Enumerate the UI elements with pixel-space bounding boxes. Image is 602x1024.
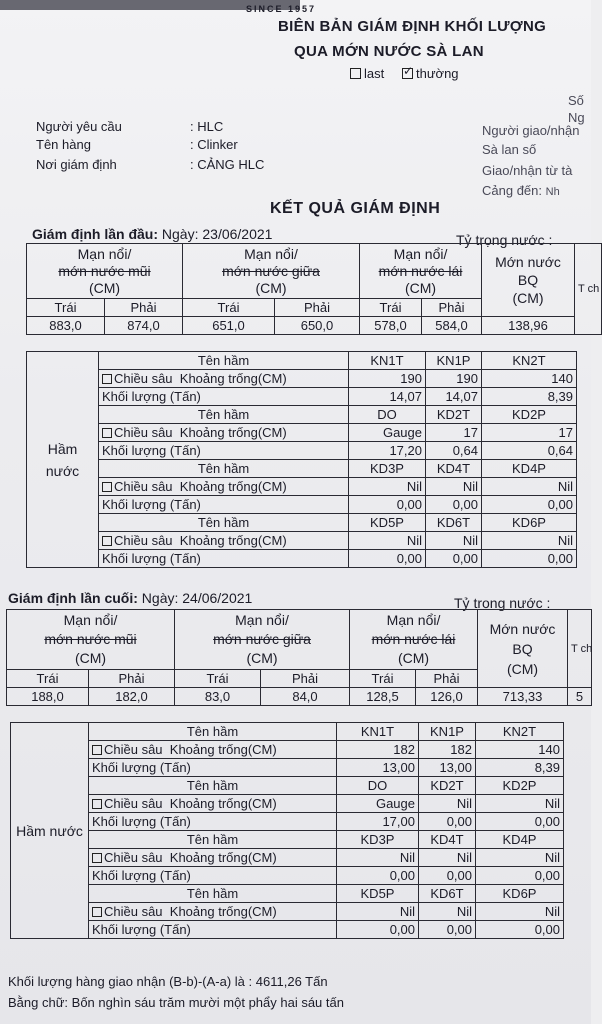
option-thuong-label: thường [416, 66, 459, 81]
hold-name-row [11, 777, 564, 795]
nguoi-giao-nhan-label: Người giao/nhận [482, 123, 580, 138]
hold-name-cell: KN1P [419, 723, 476, 741]
hold-depth-cell: 190 [426, 370, 482, 388]
ten-ham-label: Tên hầm [99, 460, 349, 478]
noi-giam-dinh-value: : CẢNG HLC [190, 157, 265, 172]
hold-weight-cell: 14,07 [349, 388, 426, 406]
thuong-checkbox [402, 68, 413, 79]
first-mean-header: Mớn nước BQ (CM) [482, 244, 575, 317]
first-density-label: Tỷ trọng nước : [456, 232, 553, 248]
first-stern-right: 584,0 [422, 317, 482, 335]
hold-depth-cell: Nil [419, 849, 476, 867]
hold-weight-cell: 0,00 [337, 921, 419, 939]
weight-label-cell: Khối lượng (Tấn) [89, 759, 337, 777]
last-bow-right: 182,0 [89, 688, 175, 706]
last-stern-right: 126,0 [416, 688, 478, 706]
last-stern-left-h: Trái [350, 670, 416, 688]
last-cut-value: 5 [568, 688, 592, 706]
hold-weight-cell: 8,39 [482, 388, 577, 406]
hold-depth-cell: Gauge [349, 424, 426, 442]
hold-weight-row [27, 442, 577, 460]
hold-name-cell: KD2T [426, 406, 482, 424]
first-mid-right: 650,0 [275, 317, 360, 335]
giao-nhan-tu-label: Giao/nhận từ tà [482, 163, 573, 178]
depth-label-cell: Chiều sâu Khoảng trống(CM) [89, 849, 337, 867]
last-density-label: Tỷ trọng nước : [454, 595, 551, 611]
hold-name-row [27, 406, 577, 424]
first-mid-left: 651,0 [183, 317, 275, 335]
hold-weight-cell: 0,00 [482, 496, 577, 514]
hold-weight-row [11, 813, 564, 831]
hold-depth-cell: Nil [482, 532, 577, 550]
first-mid-left-h: Trái [183, 299, 275, 317]
first-draft-table [26, 243, 602, 335]
first-stern-left-h: Trái [360, 299, 422, 317]
weight-label-cell: Khối lượng (Tấn) [99, 550, 349, 568]
delivered-weight-line: Khối lượng hàng giao nhận (B-b)-(A-a) là : 4611,26 Tấn [8, 974, 328, 989]
hold-depth-cell: Nil [349, 532, 426, 550]
sa-lan-so-label: Sà lan số [482, 142, 537, 157]
first-stern-right-h: Phải [422, 299, 482, 317]
hold-name-cell: KD6P [482, 514, 577, 532]
last-bow-right-h: Phải [89, 670, 175, 688]
hold-depth-row [11, 903, 564, 921]
hold-name-row [27, 352, 577, 370]
hold-name-row [11, 885, 564, 903]
hold-weight-row [11, 921, 564, 939]
hold-name-row [11, 723, 564, 741]
hold-weight-cell: 0,64 [482, 442, 577, 460]
first-bow-right-h: Phải [105, 299, 183, 317]
hold-weight-cell: 8,39 [476, 759, 564, 777]
hold-name-cell: KD4P [476, 831, 564, 849]
depth-marker-icon [92, 853, 102, 863]
hold-name-cell: DO [349, 406, 426, 424]
hold-name-cell: KD6T [426, 514, 482, 532]
hold-name-cell: KD3P [349, 460, 426, 478]
hold-weight-cell: 0,00 [349, 496, 426, 514]
nguoi-yeu-cau-label: Người yêu cầu [36, 119, 122, 134]
last-mean: 713,33 [478, 688, 568, 706]
depth-marker-icon [102, 374, 112, 384]
last-mid-right-h: Phải [261, 670, 350, 688]
last-mid-header: Mạn nổi/ mớn nước giữa (CM) [175, 610, 350, 670]
depth-marker-icon [92, 799, 102, 809]
hold-depth-cell: Nil [337, 849, 419, 867]
ten-hang-label: Tên hàng [36, 137, 91, 152]
first-mid-header: Mạn nổi/ mớn nước giữa (CM) [183, 244, 360, 299]
hold-weight-row [27, 388, 577, 406]
hold-name-row [27, 460, 577, 478]
hold-weight-cell: 13,00 [337, 759, 419, 777]
ngay-label: Ng [568, 110, 585, 125]
hold-depth-cell: Nil [419, 903, 476, 921]
hold-name-cell: KD5P [349, 514, 426, 532]
hold-weight-cell: 0,00 [476, 813, 564, 831]
cang-den-label: Cảng đến: Nh [482, 183, 560, 198]
hold-depth-cell: Gauge [337, 795, 419, 813]
last-mid-left: 83,0 [175, 688, 261, 706]
depth-marker-icon [102, 536, 112, 546]
hold-depth-cell: 182 [337, 741, 419, 759]
hold-name-cell: KN1T [349, 352, 426, 370]
last-stern-right-h: Phải [416, 670, 478, 688]
depth-label-cell: Chiều sâu Khoảng trống(CM) [89, 741, 337, 759]
last-checkbox [350, 68, 361, 79]
first-stern-left: 578,0 [360, 317, 422, 335]
hold-depth-row [27, 424, 577, 442]
weight-label-cell: Khối lượng (Tấn) [99, 388, 349, 406]
ten-hang-value: : Clinker [190, 137, 238, 152]
last-mid-right: 84,0 [261, 688, 350, 706]
ten-ham-label: Tên hầm [99, 352, 349, 370]
first-mid-right-h: Phải [275, 299, 360, 317]
ten-ham-label: Tên hầm [89, 777, 337, 795]
hold-depth-cell: 182 [419, 741, 476, 759]
hold-weight-cell: 0,00 [349, 550, 426, 568]
depth-label-cell: Chiều sâu Khoảng trống(CM) [89, 795, 337, 813]
first-bow-right: 874,0 [105, 317, 183, 335]
weight-label-cell: Khối lượng (Tấn) [89, 921, 337, 939]
depth-label-cell: Chiều sâu Khoảng trống(CM) [89, 903, 337, 921]
ham-nuoc-label: Hầm nước [11, 723, 89, 939]
hold-name-cell: KD3P [337, 831, 419, 849]
in-words-line: Bằng chữ: Bốn nghìn sáu trăm mười một phẩy hai sáu tấn [8, 995, 344, 1010]
hold-weight-cell: 13,00 [419, 759, 476, 777]
hold-weight-cell: 0,00 [476, 867, 564, 885]
hold-depth-cell: 140 [476, 741, 564, 759]
weight-label-cell: Khối lượng (Tấn) [89, 813, 337, 831]
hold-name-cell: KD4T [426, 460, 482, 478]
depth-label-cell: Chiều sâu Khoảng trống(CM) [99, 478, 349, 496]
hold-depth-row [27, 370, 577, 388]
hold-weight-cell: 17,00 [337, 813, 419, 831]
option-last [350, 66, 384, 81]
last-bow-left-h: Trái [7, 670, 89, 688]
hold-depth-row [27, 478, 577, 496]
hold-weight-cell: 0,00 [419, 921, 476, 939]
first-survey-title: Giám định lần đầu: Ngày: 23/06/2021 [32, 226, 273, 242]
hold-weight-cell: 17,20 [349, 442, 426, 460]
last-bow-left: 188,0 [7, 688, 89, 706]
option-thuong [402, 66, 459, 81]
hold-name-cell: KD2P [476, 777, 564, 795]
ham-nuoc-label: Hầm nước [27, 352, 99, 568]
depth-marker-icon [92, 745, 102, 755]
logo-since: SINCE 1957 [246, 4, 317, 14]
last-bow-header: Mạn nổi/ mớn nước mũi (CM) [7, 610, 175, 670]
hold-weight-row [27, 496, 577, 514]
document-title-line1: BIÊN BẢN GIÁM ĐỊNH KHỐI LƯỢNG [278, 18, 547, 35]
first-bow-header: Mạn nổi/ mớn nước mũi (CM) [27, 244, 183, 299]
hold-weight-row [11, 867, 564, 885]
hold-weight-row [11, 759, 564, 777]
weight-label-cell: Khối lượng (Tấn) [99, 442, 349, 460]
hold-depth-cell: Nil [349, 478, 426, 496]
first-bow-left: 883,0 [27, 317, 105, 335]
hold-weight-cell: 0,00 [419, 813, 476, 831]
depth-label-cell: Chiều sâu Khoảng trống(CM) [99, 370, 349, 388]
hold-depth-cell: 140 [482, 370, 577, 388]
option-last-label: last [364, 66, 385, 81]
hold-depth-row [27, 532, 577, 550]
document-title-line2: QUA MỚN NƯỚC SÀ LAN [294, 43, 484, 60]
ten-ham-label: Tên hầm [99, 514, 349, 532]
hold-depth-row [11, 849, 564, 867]
last-stern-header: Mạn nổi/ mớn nước lái (CM) [350, 610, 478, 670]
hold-name-cell: KD2P [482, 406, 577, 424]
hold-weight-cell: 0,00 [426, 496, 482, 514]
first-cut-col: T ch [575, 244, 602, 335]
hold-name-cell: KD5P [337, 885, 419, 903]
last-cut-col: T ch [568, 610, 592, 688]
first-stern-header: Mạn nổi/ mớn nước lái (CM) [360, 244, 482, 299]
last-draft-table [6, 609, 592, 706]
so-label: Số [568, 93, 584, 108]
hold-depth-cell: Nil [482, 478, 577, 496]
hold-name-row [11, 831, 564, 849]
hold-weight-cell: 0,64 [426, 442, 482, 460]
ten-ham-label: Tên hầm [89, 885, 337, 903]
hold-weight-cell: 0,00 [419, 867, 476, 885]
hold-name-cell: KN1T [337, 723, 419, 741]
hold-depth-cell: Nil [426, 532, 482, 550]
weight-label-cell: Khối lượng (Tấn) [99, 496, 349, 514]
first-bow-left-h: Trái [27, 299, 105, 317]
result-heading: KẾT QUẢ GIÁM ĐỊNH [270, 200, 441, 217]
last-survey-title: Giám định lần cuối: Ngày: 24/06/2021 [8, 590, 253, 606]
hold-name-cell: KN2T [482, 352, 577, 370]
hold-depth-cell: Nil [476, 849, 564, 867]
hold-weight-cell: 0,00 [476, 921, 564, 939]
hold-depth-row [11, 795, 564, 813]
ten-ham-label: Tên hầm [89, 831, 337, 849]
hold-depth-cell: Nil [476, 903, 564, 921]
last-hold-table [10, 722, 564, 939]
hold-name-cell: KD4T [419, 831, 476, 849]
hold-depth-cell: 17 [426, 424, 482, 442]
hold-weight-row [27, 550, 577, 568]
hold-weight-cell: 0,00 [426, 550, 482, 568]
last-mid-left-h: Trái [175, 670, 261, 688]
hold-name-cell: KD6T [419, 885, 476, 903]
hold-name-cell: DO [337, 777, 419, 795]
hold-depth-cell: Nil [337, 903, 419, 921]
depth-label-cell: Chiều sâu Khoảng trống(CM) [99, 424, 349, 442]
hold-depth-row [11, 741, 564, 759]
depth-marker-icon [102, 482, 112, 492]
last-mean-header: Mớn nước BQ (CM) [478, 610, 568, 688]
hold-name-cell: KD4P [482, 460, 577, 478]
hold-depth-cell: 190 [349, 370, 426, 388]
first-mean: 138,96 [482, 317, 575, 335]
first-hold-table [26, 351, 577, 568]
hold-depth-cell: Nil [476, 795, 564, 813]
hold-depth-cell: 17 [482, 424, 577, 442]
hold-weight-cell: 0,00 [337, 867, 419, 885]
hold-name-row [27, 514, 577, 532]
weight-label-cell: Khối lượng (Tấn) [89, 867, 337, 885]
hold-name-cell: KN1P [426, 352, 482, 370]
first-hold-body [27, 352, 577, 568]
last-stern-left: 128,5 [350, 688, 416, 706]
noi-giam-dinh-label: Nơi giám định [36, 157, 117, 172]
ten-ham-label: Tên hầm [89, 723, 337, 741]
nguoi-yeu-cau-value: : HLC [190, 119, 224, 134]
hold-weight-cell: 14,07 [426, 388, 482, 406]
hold-name-cell: KD2T [419, 777, 476, 795]
ten-ham-label: Tên hầm [99, 406, 349, 424]
depth-marker-icon [102, 428, 112, 438]
hold-depth-cell: Nil [426, 478, 482, 496]
hold-depth-cell: Nil [419, 795, 476, 813]
hold-name-cell: KD6P [476, 885, 564, 903]
hold-weight-cell: 0,00 [482, 550, 577, 568]
hold-name-cell: KN2T [476, 723, 564, 741]
depth-marker-icon [92, 907, 102, 917]
depth-label-cell: Chiều sâu Khoảng trống(CM) [99, 532, 349, 550]
last-hold-body [11, 723, 564, 939]
